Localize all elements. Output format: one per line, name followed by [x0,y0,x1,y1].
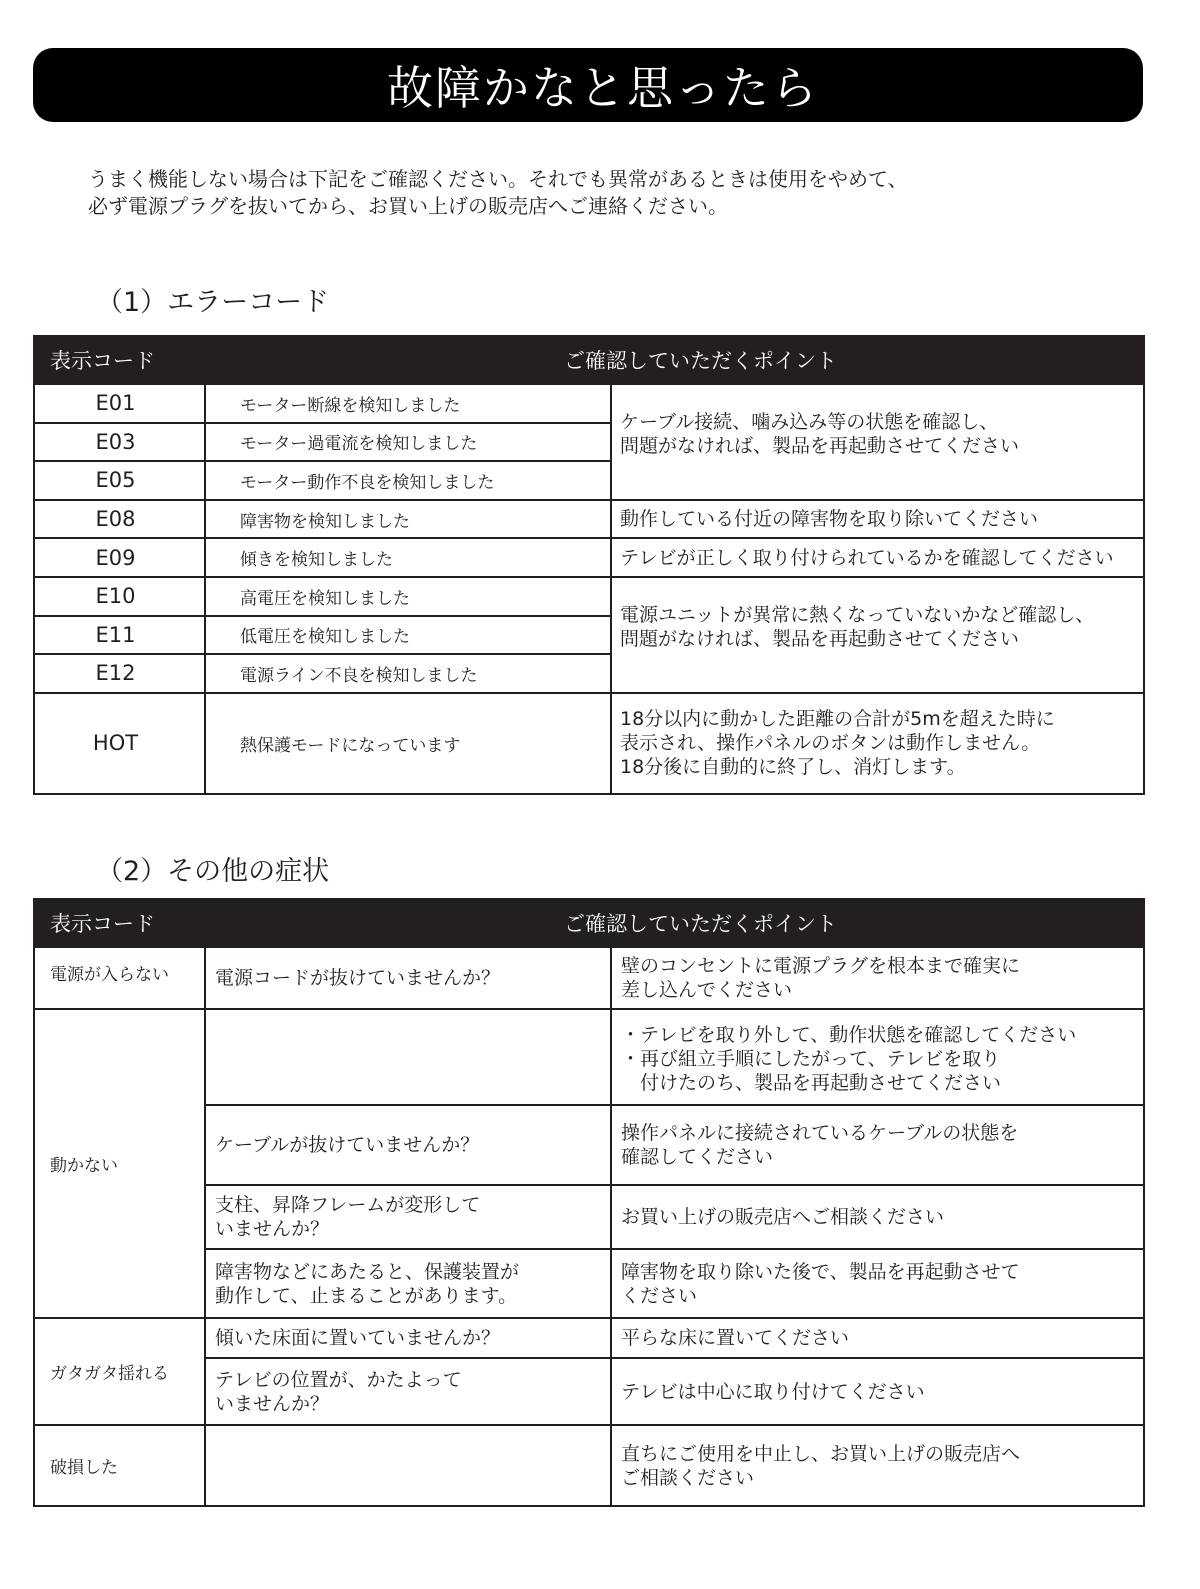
table-row [34,500,1144,539]
check-point-line: 18分以内に動かした距離の合計が5mを超えた時に [620,708,1055,731]
check-point [611,1009,1144,1105]
table-row [34,947,1144,1009]
error-message: 低電圧を検知しました [205,616,611,655]
cause [205,1358,611,1425]
check-point: 動作している付近の障害物を取り除いてください [611,500,1144,539]
error-code: E01 [34,384,205,423]
check-point-line: 18分後に自動的に終了し、消灯します。 [620,756,966,779]
error-message: 電源ライン不良を検知しました [205,654,611,693]
check-point-line: テレビは中心に取り付けてください [621,1380,925,1403]
table-row [34,1009,1144,1105]
check-point-line: ・再び組立手順にしたがって、テレビを取り [621,1048,1001,1070]
check-point: テレビが正しく取り付けられているかを確認してください [611,538,1144,577]
error-code: E08 [34,500,205,539]
cause-line: いませんか？ [215,1218,330,1240]
header-point: ご確認していただくポイント [205,336,1144,384]
cause [205,1009,611,1105]
check-point-line: 表示され、操作パネルのボタンは動作しません。 [620,732,1041,755]
error-code: E03 [34,423,205,462]
error-code: E09 [34,538,205,577]
page-title: 故障かなと思ったら [387,61,819,115]
error-code: E05 [34,461,205,500]
symptom: 動かない [34,1009,205,1318]
cause-line: 傾いた床面に置いていませんか？ [215,1327,501,1349]
cause-line: 電源コードが抜けていませんか？ [215,967,501,989]
intro-text [88,166,1068,220]
table-row [34,1318,1144,1358]
check-point-line: 電源ユニットが異常に熱くなっていないかなど確認し、 [620,603,1095,626]
error-message: モーター過電流を検知しました [205,423,611,462]
page-title-bar [33,48,1143,122]
check-point-line: 問題がなければ、製品を再起動させてください [620,434,1020,457]
cause [205,1318,611,1358]
error-code: E12 [34,654,205,693]
check-point [611,1249,1144,1318]
cause [205,1105,611,1185]
check-point [611,1318,1144,1358]
cause-line: 障害物などにあたると、保護装置が [215,1260,520,1283]
cause-line: ケーブルが抜けていませんか？ [215,1134,480,1156]
table-row [34,577,1144,616]
header-code: 表示コード [34,899,205,947]
section-heading-error-codes: （1）エラーコード [96,287,330,318]
check-point [611,1425,1144,1506]
check-point-line: ・テレビを取り外して、動作状態を確認してください [621,1024,1077,1046]
header-code: 表示コード [34,336,205,384]
intro-line: うまく機能しない場合は下記をご確認ください。それでも異常があるときは使用をやめて、 [88,167,908,191]
cause [205,947,611,1009]
error-message: モーター動作不良を検知しました [205,461,611,500]
table-row [34,1425,1144,1506]
header-point: ご確認していただくポイント [205,899,1144,947]
cause-line: テレビの位置が、かたよって [215,1368,462,1391]
check-point-line: 壁のコンセントに電源プラグを根本まで確実に [621,955,1021,977]
error-code: E11 [34,616,205,655]
cause [205,1185,611,1249]
cause-line: 動作して、止まることがあります。 [215,1284,518,1307]
check-point [611,384,1144,500]
cause-line: いませんか？ [215,1392,330,1415]
symptom: 破損した [34,1425,205,1506]
table-header-row [34,899,1144,947]
intro-line: 必ず電源プラグを抜いてから、お買い上げの販売店へご連絡ください。 [88,194,728,218]
check-point-line: 付けたのち、製品を再起動させてください [640,1072,1002,1094]
check-point-line: 直ちにご使用を中止し、お買い上げの販売店へ [621,1442,1021,1465]
error-code: E10 [34,577,205,616]
cause [205,1425,611,1506]
cause-line: 支柱、昇降フレームが変形して [215,1194,481,1216]
check-point [611,947,1144,1009]
check-point [611,1358,1144,1425]
check-point-line: 操作パネルに接続されているケーブルの状態を [621,1122,1019,1144]
check-point-line: 確認してください [621,1146,774,1168]
error-message: 傾きを検知しました [205,538,611,577]
check-point-line: ケーブル接続、噛み込み等の状態を確認し、 [620,410,999,433]
check-point-line: ご相談ください [621,1466,755,1489]
check-point-line: ください [621,1284,698,1307]
check-point-line: お買い上げの販売店へご相談ください [621,1206,945,1228]
error-code-table [33,335,1145,795]
check-point [611,577,1144,693]
check-point-line: 平らな床に置いてください [621,1327,850,1349]
check-point [611,693,1144,794]
check-point-line: 問題がなければ、製品を再起動させてください [620,627,1020,650]
check-point-line: 差し込んでください [621,979,793,1001]
symptom: ガタガタ揺れる [34,1318,205,1425]
section-heading-other-symptoms: （2）その他の症状 [96,856,330,887]
other-symptoms-table [33,898,1145,1507]
error-message: 熱保護モードになっています [205,693,611,794]
error-message: 障害物を検知しました [205,500,611,539]
check-point [611,1105,1144,1185]
check-point-line: 障害物を取り除いた後で、製品を再起動させて [621,1260,1020,1283]
error-code: HOT [34,693,205,794]
check-point [611,1185,1144,1249]
error-message: 高電圧を検知しました [205,577,611,616]
table-row [34,384,1144,423]
table-header-row [34,336,1144,384]
table-row [34,693,1144,794]
symptom: 電源が入らない [34,947,205,1009]
table-row [34,538,1144,577]
error-message: モーター断線を検知しました [205,384,611,423]
cause [205,1249,611,1318]
